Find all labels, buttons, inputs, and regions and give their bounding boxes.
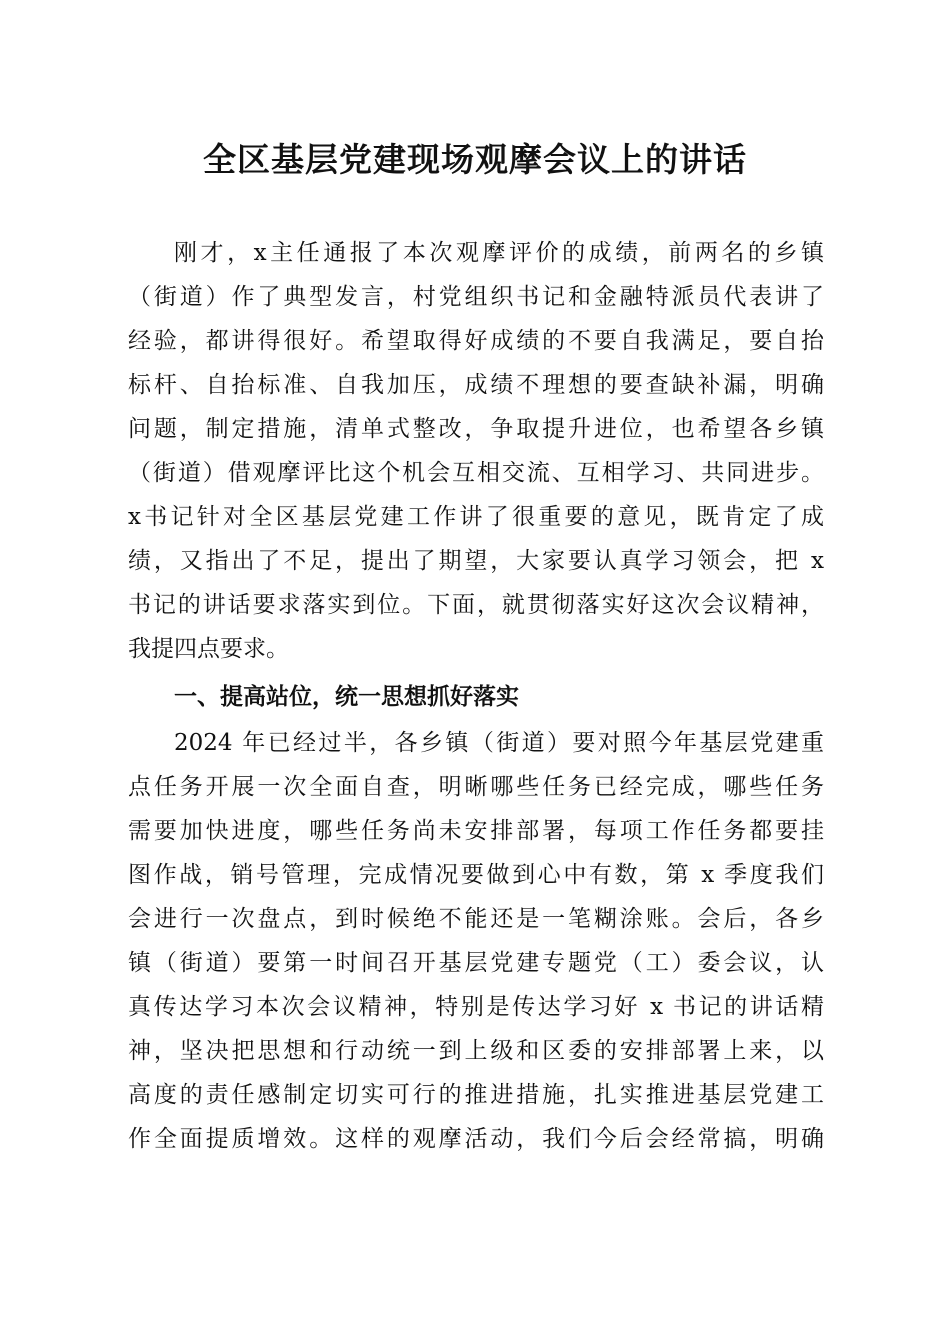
text-line: 问题，制定措施，清单式整改，争取提升进位，也希望各乡镇: [128, 416, 824, 442]
text-line: 镇（街道）要第一时间召开基层党建专题党（工）委会议，认: [128, 950, 824, 976]
text-line: 绩，又指出了不足，提出了期望，大家要认真学习领会，把 x: [128, 548, 824, 574]
text-line: 神，坚决把思想和行动统一到上级和区委的安排部署上来，以: [128, 1038, 824, 1064]
text-line: 2024 年已经过半，各乡镇（街道）要对照今年基层党建重: [174, 730, 824, 756]
text-line: 作全面提质增效。这样的观摩活动，我们今后会经常搞，明确: [128, 1126, 824, 1152]
text-line: 真传达学习本次会议精神，特别是传达学习好 x 书记的讲话精: [128, 994, 824, 1020]
text-line: （街道）借观摩评比这个机会互相交流、互相学习、共同进步。: [128, 460, 824, 486]
text-line: （街道）作了典型发言，村党组织书记和金融特派员代表讲了: [128, 284, 824, 310]
text-line: 标杆、自抬标准、自我加压，成绩不理想的要查缺补漏，明确: [128, 372, 824, 398]
text-line: 高度的责任感制定切实可行的推进措施，扎实推进基层党建工: [128, 1082, 824, 1108]
text-line: 书记的讲话要求落实到位。下面，就贯彻落实好这次会议精神，: [128, 592, 824, 618]
paragraph-1: [128, 231, 824, 671]
text-line: 经验，都讲得很好。希望取得好成绩的不要自我满足，要自抬: [128, 328, 824, 354]
document-title: 全区基层党建现场观摩会议上的讲话: [203, 140, 747, 179]
text-line: 刚才，x主任通报了本次观摩评价的成绩，前两名的乡镇: [174, 240, 824, 266]
text-line: 点任务开展一次全面自查，明晰哪些任务已经完成，哪些任务: [128, 774, 824, 800]
text-line: 需要加快进度，哪些任务尚未安排部署，每项工作任务都要挂: [128, 818, 824, 844]
text-line: x书记针对全区基层党建工作讲了很重要的意见，既肯定了成: [128, 504, 824, 530]
document-body: [128, 231, 824, 1161]
section-heading: 一、提高站位，统一思想抓好落实: [174, 684, 519, 710]
text-line: 图作战，销号管理，完成情况要做到心中有数，第 x 季度我们: [128, 862, 824, 888]
text-line: 我提四点要求。: [128, 636, 289, 662]
text-line: 会进行一次盘点，到时候绝不能还是一笔糊涂账。会后，各乡: [128, 906, 824, 932]
paragraph-2: [128, 721, 824, 1161]
